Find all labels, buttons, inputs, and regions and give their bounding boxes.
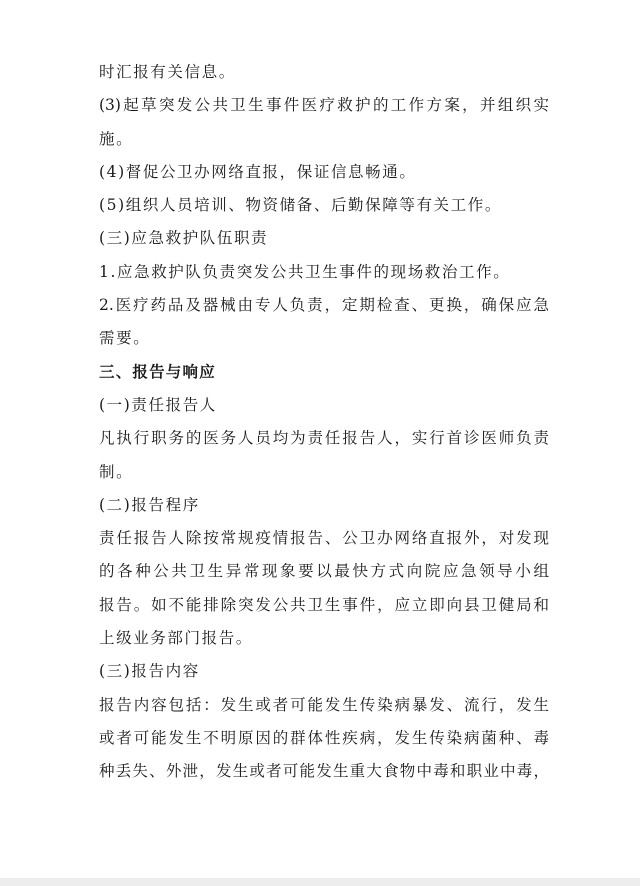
text-line: 需要。 [99, 329, 151, 348]
text-line: 2.医疗药品及器械由专人负责，定期检查、更换，确保应急 [99, 296, 549, 315]
page-bottom-edge [0, 878, 640, 886]
text-line: 上级业务部门报告。 [99, 629, 253, 648]
document-body [99, 56, 549, 789]
subsection-heading: (一)责任报告人 [99, 395, 217, 414]
text-line: 1.应急救护队负责突发公共卫生事件的现场救治工作。 [99, 262, 511, 281]
text-line: (4)督促公卫办网络直报，保证信息畅通。 [99, 162, 417, 181]
subsection-heading: (二)报告程序 [99, 495, 200, 514]
text-line: 施。 [99, 129, 134, 148]
text-line: 或者可能发生不明原因的群体性疾病，发生传染病菌种、毒 [99, 728, 549, 747]
text-line: 责任报告人除按常规疫情报告、公卫办网络直报外，对发现 [99, 529, 549, 548]
text-line: 时汇报有关信息。 [99, 63, 236, 81]
text-line: (3)起草突发公共卫生事件医疗救护的工作方案，并组织实 [99, 96, 549, 115]
subsection-heading: (三)报告内容 [99, 662, 200, 681]
text-line: 制。 [99, 462, 134, 481]
text-line: 凡执行职务的医务人员均为责任报告人，实行首诊医师负责 [99, 429, 549, 448]
subsection-heading: (三)应急救护队伍职责 [99, 229, 269, 248]
text-line: 种丢失、外泄，发生或者可能发生重大食物中毒和职业中毒， [99, 762, 549, 781]
text-line: (5)组织人员培训、物资储备、后勤保障等有关工作。 [99, 196, 502, 215]
text-line: 报告。如不能排除突发公共卫生事件，应立即向县卫健局和 [99, 595, 549, 614]
text-line: 的各种公共卫生异常现象要以最快方式向院应急领导小组 [99, 562, 549, 581]
section-heading: 三、报告与响应 [99, 362, 216, 381]
text-line: 报告内容包括：发生或者可能发生传染病暴发、流行，发生 [99, 695, 549, 714]
